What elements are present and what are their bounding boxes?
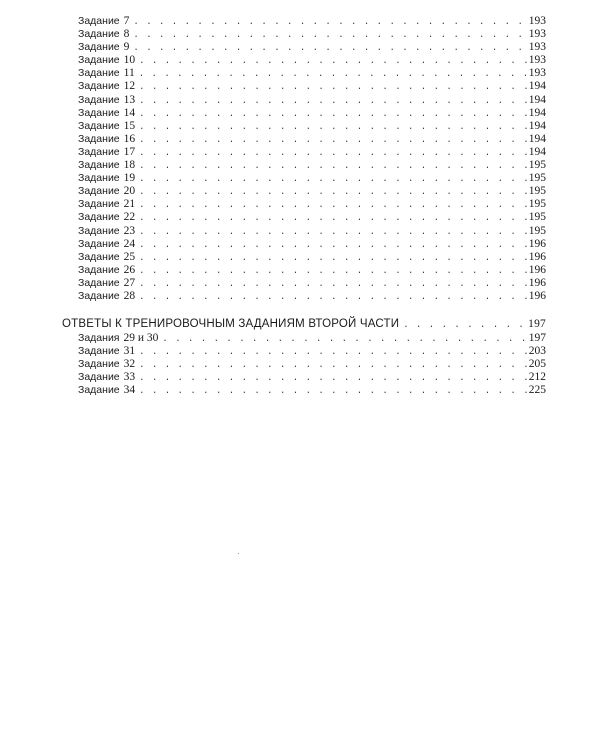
toc-section-heading[interactable] (62, 317, 546, 332)
toc-row-number: 13 (123, 93, 136, 106)
toc-row-label: Задание (78, 358, 120, 371)
toc-row-number: 31 (123, 345, 136, 358)
toc-row-label: Задание (78, 263, 120, 276)
toc-row-number: 19 (123, 172, 136, 185)
toc-row-page: 203 (528, 345, 546, 358)
dot-leader (139, 147, 527, 160)
toc-row-number: 9 (123, 41, 130, 54)
dot-leader (139, 134, 527, 147)
toc-row[interactable] (78, 107, 546, 120)
dot-leader (139, 186, 527, 199)
toc-row[interactable] (78, 133, 546, 146)
toc-row[interactable] (78, 146, 546, 159)
toc-row-label: Задания (78, 332, 120, 345)
toc-row-label: Задание (78, 289, 120, 302)
toc-row-label: Задание (78, 384, 120, 397)
toc-row[interactable] (78, 198, 546, 211)
dot-leader (139, 265, 527, 278)
dot-leader (139, 199, 527, 212)
toc-row[interactable] (78, 15, 546, 28)
toc-row-number: 28 (123, 289, 136, 302)
toc-row-label: Задание (78, 224, 120, 237)
toc-row-page: 195 (528, 224, 546, 237)
dot-leader (133, 29, 526, 42)
toc-row-page: 196 (528, 250, 546, 263)
toc-row-label: Задание (78, 132, 120, 145)
toc-row-number: 20 (123, 185, 136, 198)
toc-row[interactable] (78, 290, 546, 303)
toc-row-number: 26 (123, 263, 136, 276)
dot-leader (139, 108, 527, 121)
dot-leader (139, 278, 527, 291)
toc-row-number: 14 (123, 106, 136, 119)
toc-row-page: 194 (528, 106, 546, 119)
paper-speck (238, 553, 239, 554)
toc-row-label: Задание (78, 371, 120, 384)
toc-row-label: Задание (78, 54, 120, 67)
toc-row[interactable] (78, 211, 546, 224)
toc-row[interactable] (78, 159, 546, 172)
toc-row-label: Задание (78, 145, 120, 158)
toc-row-label: Задание (78, 119, 120, 132)
toc-row-page: 194 (528, 132, 546, 145)
toc-row-label: Задание (78, 80, 120, 93)
dot-leader (133, 42, 526, 55)
toc-row-page: 194 (528, 80, 546, 93)
toc-row-page: 225 (528, 384, 546, 397)
section-title: ОТВЕТЫ К ТРЕНИРОВОЧНЫМ ЗАДАНИЯМ ВТОРОЙ ЧАСТИ (62, 318, 400, 331)
dot-leader (139, 385, 527, 398)
table-of-contents (62, 15, 546, 398)
toc-row[interactable] (78, 185, 546, 198)
dot-leader (162, 333, 526, 346)
toc-row-page: 212 (528, 371, 546, 384)
toc-row-number: 21 (123, 198, 136, 211)
toc-row-page: 195 (528, 172, 546, 185)
toc-row-label: Задание (78, 106, 120, 119)
toc-row[interactable] (78, 277, 546, 290)
toc-row[interactable] (78, 238, 546, 251)
toc-row-page: 193 (528, 54, 546, 67)
toc-row-number: 23 (123, 224, 136, 237)
toc-row-page: 193 (528, 15, 546, 27)
toc-row-number: 7 (123, 15, 130, 27)
toc-row-number: 33 (123, 371, 136, 384)
toc-row[interactable] (78, 120, 546, 133)
toc-row[interactable] (78, 371, 546, 384)
toc-row[interactable] (78, 358, 546, 371)
toc-row-page: 193 (528, 41, 546, 54)
dot-leader (139, 95, 527, 108)
toc-row-page: 196 (528, 289, 546, 302)
toc-row-page: 196 (528, 263, 546, 276)
toc-row-page: 205 (528, 358, 546, 371)
toc-row[interactable] (78, 94, 546, 107)
toc-row-page: 195 (528, 211, 546, 224)
toc-row-label: Задание (78, 41, 120, 54)
toc-row-number: 17 (123, 145, 136, 158)
toc-row-number: 10 (123, 54, 136, 67)
dot-leader (139, 160, 527, 173)
toc-row-label: Задание (78, 276, 120, 289)
toc-row[interactable] (78, 80, 546, 93)
toc-row-page: 196 (528, 276, 546, 289)
toc-row-number: 11 (123, 67, 135, 80)
toc-row-number: 12 (123, 80, 136, 93)
toc-row-page: 194 (528, 145, 546, 158)
dot-leader (139, 226, 527, 239)
toc-group-part1 (78, 15, 546, 303)
toc-row-page: 194 (528, 119, 546, 132)
toc-row-label: Задание (78, 28, 120, 41)
toc-row-page: 193 (528, 28, 546, 41)
toc-row-label: Задание (78, 345, 120, 358)
toc-row-number: 29 и 30 (123, 332, 159, 345)
toc-row[interactable] (78, 54, 546, 67)
toc-row-label: Задание (78, 172, 120, 185)
toc-row-label: Задание (78, 250, 120, 263)
toc-row-number: 8 (123, 28, 130, 41)
dot-leader (139, 212, 527, 225)
dot-leader (139, 173, 527, 186)
dot-leader (139, 252, 527, 265)
dot-leader (139, 68, 527, 81)
toc-row-number: 25 (123, 250, 136, 263)
section-page: 197 (528, 318, 546, 331)
dot-leader (139, 55, 527, 68)
toc-row-number: 22 (123, 211, 136, 224)
toc-row[interactable] (78, 41, 546, 54)
toc-row[interactable] (78, 67, 546, 80)
toc-row-label: Задание (78, 67, 120, 80)
toc-row[interactable] (78, 251, 546, 264)
dot-leader (139, 372, 527, 385)
toc-row-label: Задание (78, 159, 120, 172)
toc-row-page: 196 (528, 237, 546, 250)
dot-leader (139, 359, 527, 372)
toc-row[interactable] (78, 332, 546, 345)
toc-row-number: 27 (123, 276, 136, 289)
dot-leader (139, 81, 527, 94)
dot-leader (139, 346, 527, 359)
toc-row-page: 194 (528, 93, 546, 106)
dot-leader (133, 16, 526, 29)
dot-leader (139, 291, 527, 304)
toc-row-label: Задание (78, 185, 120, 198)
toc-row[interactable] (78, 264, 546, 277)
toc-row-page: 195 (528, 198, 546, 211)
dot-leader (139, 239, 527, 252)
toc-row-label: Задание (78, 15, 120, 27)
toc-row-page: 195 (528, 159, 546, 172)
toc-row[interactable] (78, 28, 546, 41)
toc-row[interactable] (78, 172, 546, 185)
dot-leader (139, 121, 527, 134)
toc-row-label: Задание (78, 211, 120, 224)
toc-row-number: 16 (123, 132, 136, 145)
dot-leader (403, 318, 526, 333)
toc-row-number: 15 (123, 119, 136, 132)
toc-row-label: Задание (78, 93, 120, 106)
toc-row-page: 197 (528, 332, 546, 345)
toc-row[interactable] (78, 384, 546, 397)
toc-row-number: 18 (123, 159, 136, 172)
toc-row-number: 24 (123, 237, 136, 250)
toc-group-part2 (78, 332, 546, 397)
toc-row-label: Задание (78, 237, 120, 250)
toc-row-page: 193 (528, 67, 546, 80)
toc-row-page: 195 (528, 185, 546, 198)
toc-row-number: 34 (123, 384, 136, 397)
toc-row-number: 32 (123, 358, 136, 371)
toc-row[interactable] (78, 345, 546, 358)
toc-row[interactable] (78, 225, 546, 238)
toc-row-label: Задание (78, 198, 120, 211)
